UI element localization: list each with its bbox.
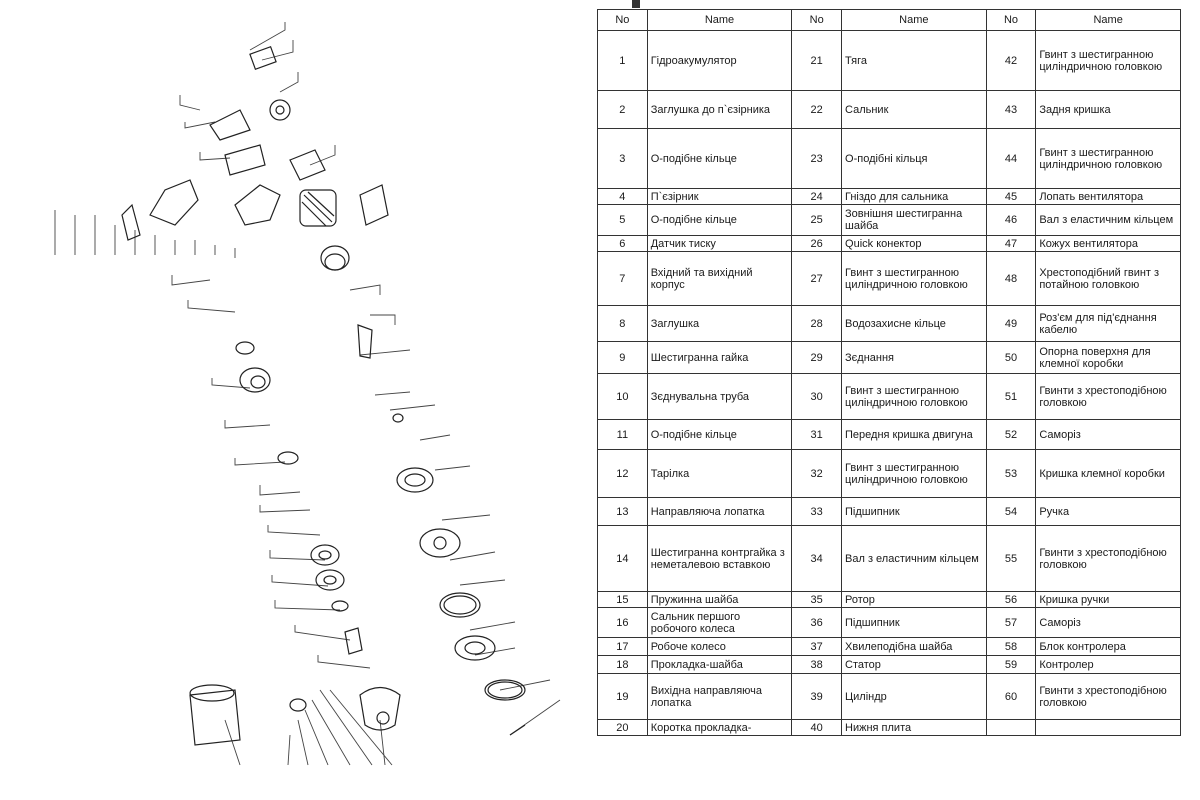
part-number: 11 [598, 420, 648, 450]
part-number: 18 [598, 656, 648, 674]
part-name: Гідроакумулятор [647, 31, 792, 91]
table-header-row [598, 10, 1181, 31]
part-number: 31 [792, 420, 842, 450]
part-number: 20 [598, 720, 648, 736]
part-name: Лопать вентилятора [1036, 189, 1181, 205]
part-name: Вхідний та вихідний корпус [647, 252, 792, 306]
part-name: Тяга [842, 31, 987, 91]
part-number: 14 [598, 526, 648, 592]
part-name: О-подібні кільця [842, 129, 987, 189]
part-number: 2 [598, 91, 648, 129]
table-row [598, 252, 1181, 306]
table-row [598, 498, 1181, 526]
part-number: 35 [792, 592, 842, 608]
header-no-1: No [598, 10, 648, 31]
part-number: 22 [792, 91, 842, 129]
part-number: 25 [792, 205, 842, 236]
part-name: Зєднувальна труба [647, 374, 792, 420]
part-name: Зєднання [842, 342, 987, 374]
part-number: 55 [986, 526, 1036, 592]
table-row [598, 720, 1181, 736]
part-name: Нижня плита [842, 720, 987, 736]
part-name: Підшипник [842, 608, 987, 638]
part-number: 48 [986, 252, 1036, 306]
table-row [598, 592, 1181, 608]
table-row [598, 674, 1181, 720]
part-number: 21 [792, 31, 842, 91]
part-name: Опорна поверхня для клемної коробки [1036, 342, 1181, 374]
part-number: 36 [792, 608, 842, 638]
part-name: Сальник [842, 91, 987, 129]
part-number: 5 [598, 205, 648, 236]
part-name: Вихідна направляюча лопатка [647, 674, 792, 720]
table-row [598, 129, 1181, 189]
part-number: 52 [986, 420, 1036, 450]
part-name: Саморіз [1036, 608, 1181, 638]
part-name: Гніздо для сальника [842, 189, 987, 205]
part-number: 8 [598, 306, 648, 342]
part-number: 54 [986, 498, 1036, 526]
table-row [598, 638, 1181, 656]
part-name: Шестигранна гайка [647, 342, 792, 374]
table-row [598, 342, 1181, 374]
part-name: Роз'єм для під'єднання кабелю [1036, 306, 1181, 342]
part-number: 3 [598, 129, 648, 189]
part-number: 49 [986, 306, 1036, 342]
part-number: 38 [792, 656, 842, 674]
part-number: 16 [598, 608, 648, 638]
exploded-parts-diagram [40, 0, 580, 800]
part-number: 6 [598, 236, 648, 252]
part-number: 56 [986, 592, 1036, 608]
table-row [598, 205, 1181, 236]
part-number: 51 [986, 374, 1036, 420]
part-name: Прокладка-шайба [647, 656, 792, 674]
part-name: Датчик тиску [647, 236, 792, 252]
part-name: О-подібне кільце [647, 129, 792, 189]
part-name: Кришка клемної коробки [1036, 450, 1181, 498]
part-number: 50 [986, 342, 1036, 374]
part-number: 33 [792, 498, 842, 526]
table-row [598, 306, 1181, 342]
part-name: Робоче колесо [647, 638, 792, 656]
part-name: Гвинт з шестигранною циліндричною головкою [1036, 129, 1181, 189]
part-number: 46 [986, 205, 1036, 236]
part-name [1036, 720, 1181, 736]
part-number: 58 [986, 638, 1036, 656]
table-row [598, 450, 1181, 498]
part-number: 7 [598, 252, 648, 306]
exploded-view-drawing [40, 0, 580, 800]
parts-list-table [597, 9, 1181, 736]
part-number: 17 [598, 638, 648, 656]
header-name-2: Name [842, 10, 987, 31]
part-number: 40 [792, 720, 842, 736]
part-name: Водозахисне кільце [842, 306, 987, 342]
part-name: Гвинт з шестигранною циліндричною головкою [842, 450, 987, 498]
part-number: 9 [598, 342, 648, 374]
part-name: Контролер [1036, 656, 1181, 674]
part-number: 10 [598, 374, 648, 420]
part-number: 4 [598, 189, 648, 205]
part-name: О-подібне кільце [647, 420, 792, 450]
part-name: Вал з еластичним кільцем [842, 526, 987, 592]
part-number: 27 [792, 252, 842, 306]
part-name: Коротка прокладка- [647, 720, 792, 736]
part-number: 24 [792, 189, 842, 205]
part-number: 29 [792, 342, 842, 374]
table-row [598, 656, 1181, 674]
part-number: 39 [792, 674, 842, 720]
part-name: Гвинти з хрестоподібною головкою [1036, 674, 1181, 720]
part-name: Вал з еластичним кільцем [1036, 205, 1181, 236]
part-name: Тарілка [647, 450, 792, 498]
header-name-1: Name [647, 10, 792, 31]
table-row [598, 608, 1181, 638]
part-number: 26 [792, 236, 842, 252]
part-number: 1 [598, 31, 648, 91]
part-number: 28 [792, 306, 842, 342]
part-number: 59 [986, 656, 1036, 674]
table-row [598, 526, 1181, 592]
part-number: 45 [986, 189, 1036, 205]
part-name: Циліндр [842, 674, 987, 720]
table-row [598, 420, 1181, 450]
header-no-3: No [986, 10, 1036, 31]
table-row [598, 374, 1181, 420]
table-row [598, 91, 1181, 129]
part-name: Quick конектор [842, 236, 987, 252]
part-name: Направляюча лопатка [647, 498, 792, 526]
header-name-3: Name [1036, 10, 1181, 31]
part-number: 12 [598, 450, 648, 498]
part-name: Ротор [842, 592, 987, 608]
part-number: 32 [792, 450, 842, 498]
part-name: Заглушка [647, 306, 792, 342]
part-number: 53 [986, 450, 1036, 498]
part-name: Гвинт з шестигранною циліндричною головкою [842, 374, 987, 420]
part-name: Задня кришка [1036, 91, 1181, 129]
part-name: Гвинт з шестигранною циліндричною головкою [1036, 31, 1181, 91]
table-row [598, 189, 1181, 205]
part-number: 44 [986, 129, 1036, 189]
part-number: 19 [598, 674, 648, 720]
part-name: Блок контролера [1036, 638, 1181, 656]
part-number: 47 [986, 236, 1036, 252]
part-number: 34 [792, 526, 842, 592]
part-name: Кришка ручки [1036, 592, 1181, 608]
part-name: Передня кришка двигуна [842, 420, 987, 450]
part-name: Хвилеподібна шайба [842, 638, 987, 656]
part-number: 37 [792, 638, 842, 656]
part-name: П`єзірник [647, 189, 792, 205]
part-name: Хрестоподібний гвинт з потайною головкою [1036, 252, 1181, 306]
part-name: Сальник першого робочого колеса [647, 608, 792, 638]
part-name: Заглушка до п`єзірника [647, 91, 792, 129]
part-number: 43 [986, 91, 1036, 129]
part-name: Кожух вентилятора [1036, 236, 1181, 252]
part-name: Гвинт з шестигранною циліндричною головкою [842, 252, 987, 306]
part-number: 13 [598, 498, 648, 526]
corner-marker [632, 0, 640, 8]
part-name: Підшипник [842, 498, 987, 526]
part-name: Зовнішня шестигранна шайба [842, 205, 987, 236]
part-name: Статор [842, 656, 987, 674]
part-name: Гвинти з хрестоподібною головкою [1036, 374, 1181, 420]
part-name: Саморіз [1036, 420, 1181, 450]
part-name: Ручка [1036, 498, 1181, 526]
part-number: 42 [986, 31, 1036, 91]
part-name: Гвинти з хрестоподібною головкою [1036, 526, 1181, 592]
table-row [598, 236, 1181, 252]
part-name: О-подібне кільце [647, 205, 792, 236]
part-number: 30 [792, 374, 842, 420]
table-row [598, 31, 1181, 91]
part-name: Пружинна шайба [647, 592, 792, 608]
part-number: 60 [986, 674, 1036, 720]
part-name: Шестигранна контргайка з неметалевою вставкою [647, 526, 792, 592]
part-number [986, 720, 1036, 736]
part-number: 23 [792, 129, 842, 189]
part-number: 57 [986, 608, 1036, 638]
header-no-2: No [792, 10, 842, 31]
part-number: 15 [598, 592, 648, 608]
